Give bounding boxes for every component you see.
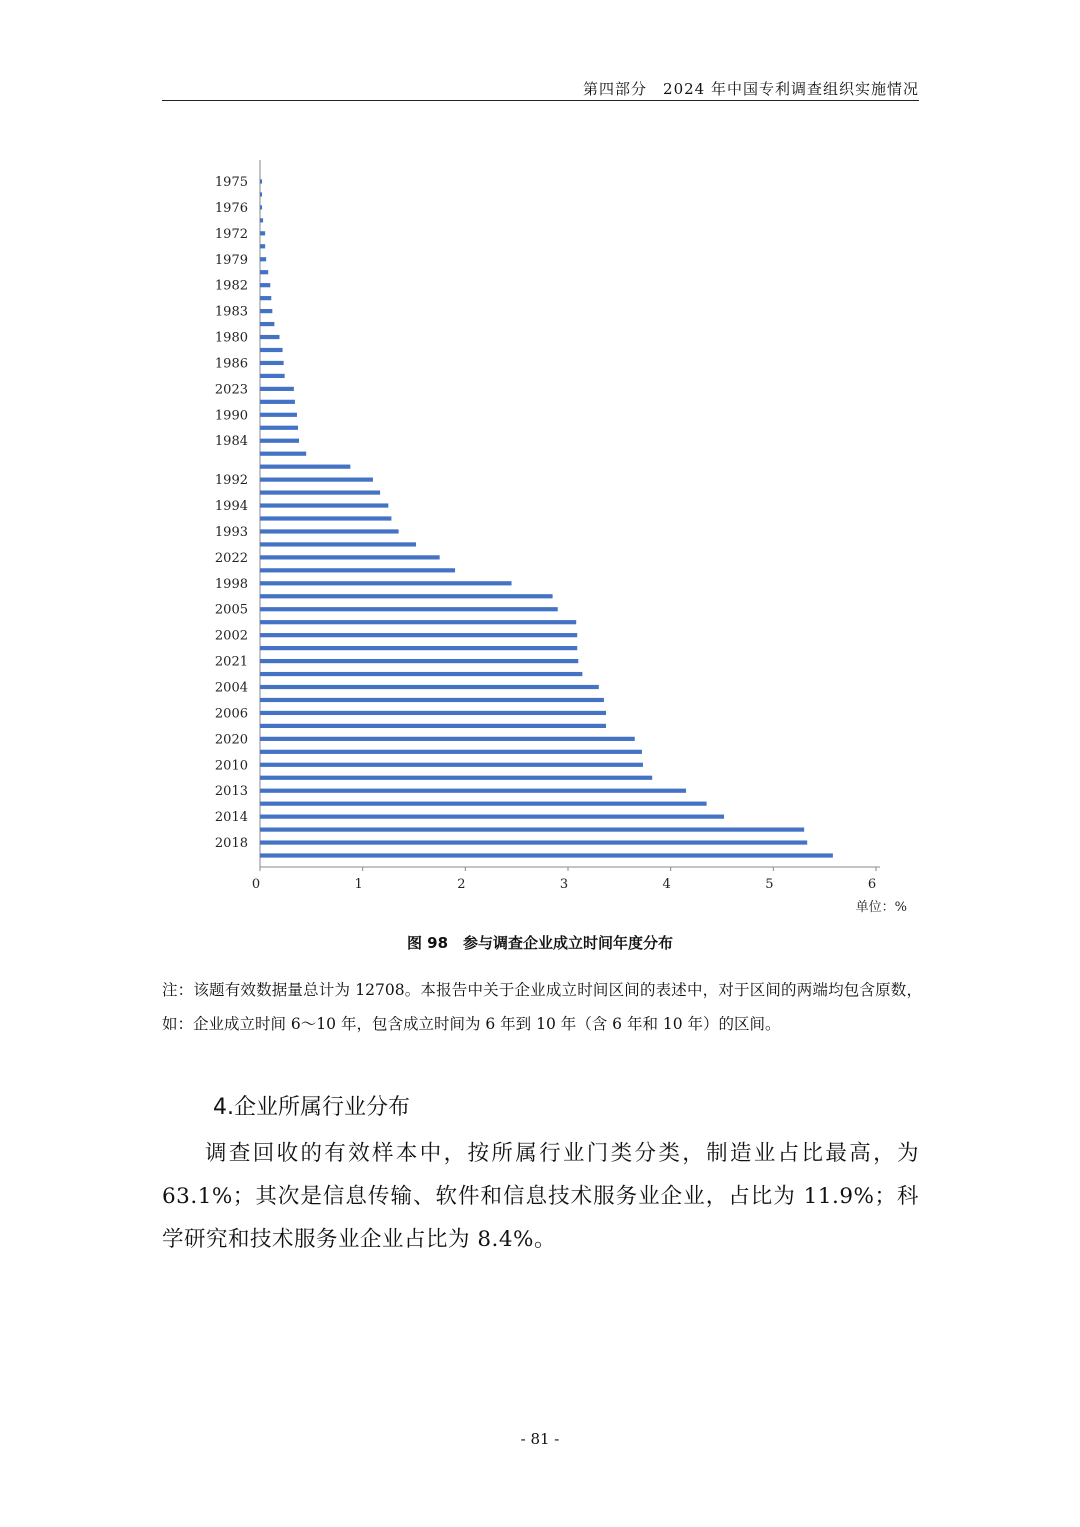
- y-tick-label: 2021: [214, 654, 248, 670]
- bar: [260, 516, 391, 520]
- year-distribution-chart: [200, 150, 920, 920]
- bar: [260, 296, 271, 300]
- bar: [260, 607, 558, 611]
- y-tick-label: 1984: [214, 434, 248, 450]
- bar: [260, 737, 635, 741]
- bar: [260, 478, 373, 482]
- x-tick-label: 5: [765, 877, 774, 892]
- x-tick-label: 0: [251, 877, 261, 892]
- bar: [260, 192, 262, 196]
- page-number: - 81 -: [520, 1430, 560, 1448]
- bar: [260, 270, 268, 274]
- figure-note: 注：该题有效数据量总计为 12708。本报告中关于企业成立时间区间的表述中，对于区间的两端均包含原数，如：企业成立时间 6～10 年，包含成立时间为 6 年到 10 年（含 6 年和 10 年）的区间。: [162, 981, 922, 1033]
- bar: [260, 853, 833, 857]
- bar: [260, 750, 642, 754]
- figure-caption: 图 98 参与调查企业成立时间年度分布: [406, 934, 674, 952]
- bar: [260, 283, 270, 287]
- bar: [260, 646, 577, 650]
- bar: [260, 374, 285, 378]
- bar: [260, 711, 606, 715]
- bar-chart-svg: [200, 150, 920, 920]
- bar: [260, 179, 262, 183]
- y-tick-label: 1975: [214, 174, 248, 190]
- y-tick-label: 1980: [214, 330, 248, 346]
- bar: [260, 594, 553, 598]
- y-tick-label: 1976: [214, 200, 248, 216]
- bar: [260, 244, 265, 248]
- bar: [260, 322, 274, 326]
- bar: [260, 309, 272, 313]
- bar: [260, 490, 380, 494]
- y-tick-label: 2005: [214, 602, 248, 618]
- y-tick-label: 2023: [214, 382, 248, 398]
- y-tick-label: 1983: [214, 304, 248, 320]
- y-tick-label: 1994: [214, 499, 248, 515]
- bar: [260, 257, 266, 261]
- bar: [260, 633, 577, 637]
- header-rule: [162, 100, 919, 101]
- bar: [260, 205, 262, 209]
- x-tick-label: 1: [354, 877, 363, 892]
- bar: [260, 776, 652, 780]
- bar: [260, 387, 294, 391]
- x-tick-label: 4: [662, 877, 671, 892]
- bar: [260, 581, 512, 585]
- y-tick-label: 2018: [214, 836, 248, 852]
- bar: [260, 698, 604, 702]
- y-tick-label: 2002: [214, 628, 248, 644]
- y-tick-label: 1990: [214, 408, 248, 424]
- bar: [260, 763, 643, 767]
- y-tick-label: 1992: [214, 473, 248, 489]
- bar: [260, 815, 724, 819]
- bar: [260, 568, 455, 572]
- bar: [260, 542, 416, 546]
- x-tick-label: 6: [867, 877, 877, 892]
- bar: [260, 529, 399, 533]
- y-tick-label: 2004: [214, 680, 248, 696]
- bar: [260, 672, 582, 676]
- x-tick-label: 2: [457, 877, 466, 892]
- y-tick-label: 2022: [214, 550, 248, 566]
- bar: [260, 789, 686, 793]
- x-tick-label: 3: [559, 877, 569, 892]
- bar: [260, 840, 807, 844]
- bar: [260, 413, 297, 417]
- bar: [260, 348, 283, 352]
- bar: [260, 439, 299, 443]
- bar: [260, 400, 295, 404]
- y-tick-label: 2014: [214, 810, 248, 826]
- bar: [260, 218, 263, 222]
- bar: [260, 685, 599, 689]
- bar: [260, 465, 350, 469]
- bar: [260, 452, 306, 456]
- section-paragraph: 调查回收的有效样本中，按所属行业门类分类，制造业占比最高，为 63.1%；其次是信息传输、软件和信息技术服务业企业，占比为 11.9%；科学研究和技术服务业企业占比为 8.4%。: [162, 1141, 919, 1252]
- y-tick-label: 1979: [214, 252, 248, 268]
- bar: [260, 361, 284, 365]
- running-header: 第四部分 2024 年中国专利调查组织实施情况: [583, 80, 919, 98]
- y-tick-label: 1972: [214, 226, 248, 242]
- bar: [260, 335, 280, 339]
- y-tick-label: 2006: [214, 706, 248, 722]
- y-tick-label: 1982: [214, 278, 248, 294]
- bar: [260, 724, 606, 728]
- y-tick-label: 2013: [214, 784, 248, 800]
- unit-label: 单位：%: [855, 900, 907, 915]
- bar: [260, 231, 265, 235]
- bar: [260, 426, 298, 430]
- bar: [260, 503, 388, 507]
- y-tick-label: 2020: [214, 732, 248, 748]
- y-tick-label: 1993: [214, 524, 248, 540]
- y-tick-label: 2010: [214, 758, 248, 774]
- bar: [260, 620, 576, 624]
- y-tick-label: 1998: [214, 576, 248, 592]
- bar: [260, 802, 707, 806]
- bar: [260, 555, 440, 559]
- bar: [260, 659, 578, 663]
- y-tick-label: 1986: [214, 356, 248, 372]
- section-title: 4.企业所属行业分布: [213, 1095, 410, 1120]
- bar: [260, 827, 804, 831]
